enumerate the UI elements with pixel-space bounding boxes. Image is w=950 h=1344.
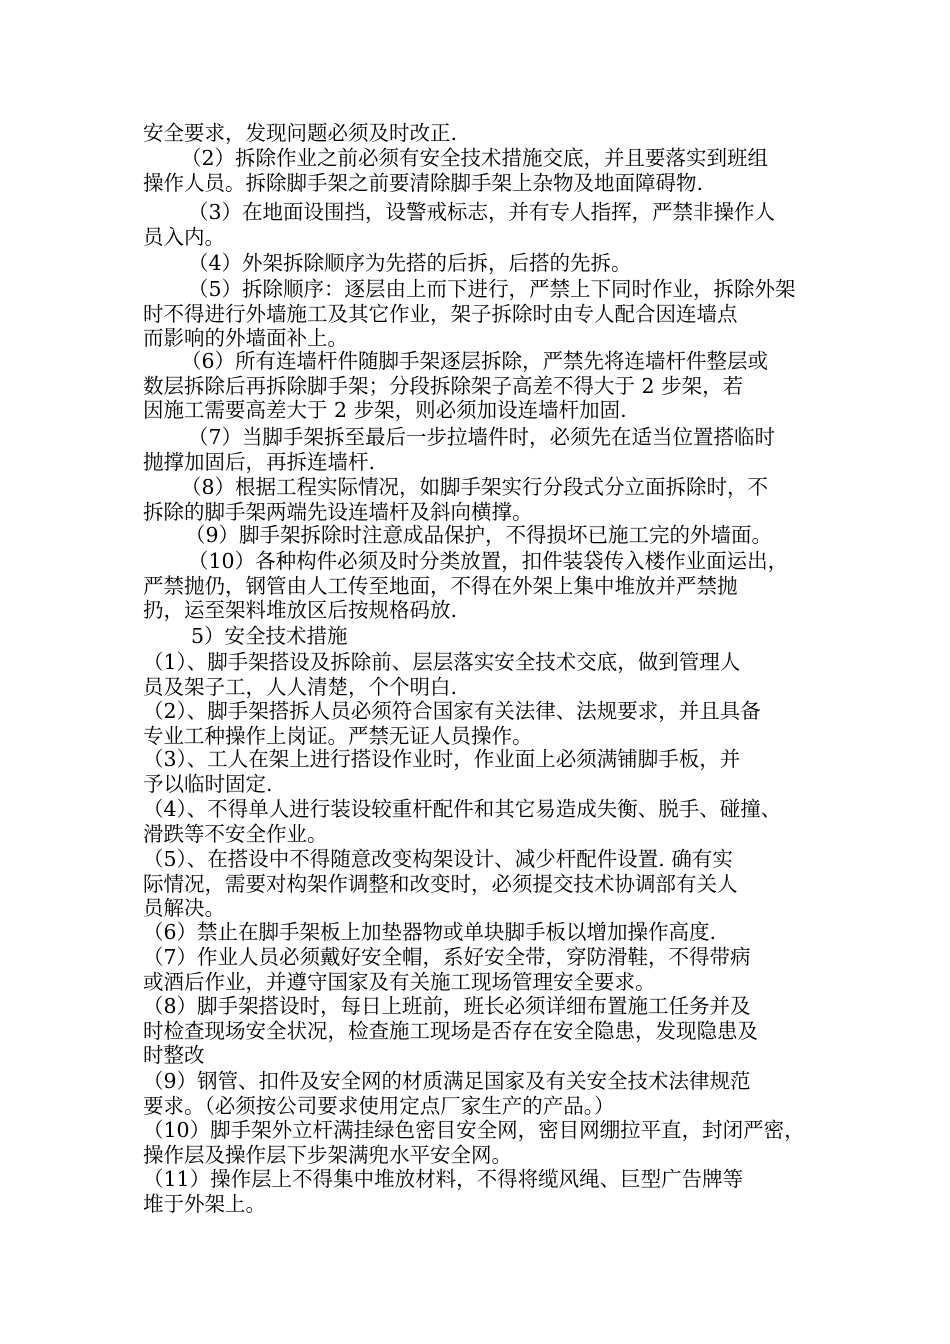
text-line: 要求。（必须按公司要求使用定点厂家生产的产品。） (143, 1093, 615, 1118)
text-line: （2）拆除作业之前必须有安全技术措施交底，并且要落实到班组 (181, 146, 769, 170)
text-line: （6）禁止在脚手架板上加垫器物或单块脚手板以增加操作高度. (143, 920, 717, 944)
text-line: （11）操作层上不得集中堆放材料，不得将缆风绳、巨型广告牌等 (143, 1167, 744, 1191)
text-line: 拆除的脚手架两端先设连墙杆及斜向横撑。 (143, 499, 533, 524)
paragraph-3 (143, 200, 815, 249)
text-line: 扔，运至架料堆放区后按规格码放. (143, 598, 458, 622)
paragraph-13 (143, 699, 815, 748)
text-line: 时检查现场安全状况，检查施工现场是否存在安全隐患，发现隐患及 (143, 1018, 758, 1043)
text-line: （4）外架拆除顺序为先搭的后拆，后搭的先拆。 (188, 251, 632, 275)
paragraph-18 (143, 945, 815, 994)
section-title: 5）安全技术措施 (191, 624, 348, 648)
text-line: 或酒后作业，并遵守国家及有关施工现场管理安全要求。 (143, 969, 656, 994)
text-line: （7）作业人员必须戴好安全帽，系好安全带，穿防滑鞋，不得带病 (143, 945, 751, 969)
text-line: 堆于外架上。 (143, 1191, 266, 1216)
paragraph-9 (143, 523, 815, 548)
text-line: （8）根据工程实际情况，如脚手架实行分段式分立面拆除时，不 (181, 475, 769, 499)
text-line: 数层拆除后再拆除脚手架；分段拆除架子高差不得大于 2 步架，若 (143, 373, 744, 398)
text-line: 员入内。 (143, 224, 225, 249)
text-line: 操作层及操作层下步架满兜水平安全网。 (143, 1142, 512, 1167)
paragraph-12 (143, 650, 815, 699)
paragraph-8 (143, 475, 815, 524)
text-line: （10）各种构件必须及时分类放置，扣件装袋传入楼作业面运出， (188, 549, 789, 573)
text-line: 际情况，需要对构架作调整和改变时，必须提交技术协调部有关人 (143, 871, 738, 896)
paragraph-22 (143, 1167, 815, 1216)
text-line: （5）拆除顺序：逐层由上而下进行，严禁上下同时作业，拆除外架 (188, 277, 796, 301)
text-line: 滑跌等不安全作业。 (143, 821, 328, 846)
text-line: 时整改 (143, 1043, 205, 1067)
text-line: 操作人员。拆除脚手架之前要清除脚手架上杂物及地面障碍物. (143, 170, 704, 195)
text-line: （10）脚手架外立杆满挂绿色密目安全网，密目网绷拉平直，封闭严密， (143, 1118, 805, 1142)
text-line: 员及架子工，人人清楚，个个明白. (143, 674, 458, 699)
text-line: 专业工种操作上岗证。严禁无证人员操作。 (143, 723, 533, 748)
paragraph-2 (143, 146, 815, 195)
paragraph-20 (143, 1069, 815, 1118)
paragraph-14 (143, 747, 815, 796)
paragraph-10 (143, 549, 815, 623)
text-line: （1）、脚手架搭设及拆除前、层层落实安全技术交底，做到管理人 (143, 650, 741, 674)
paragraph-15 (143, 797, 815, 846)
text-line: 员解决。 (143, 896, 225, 920)
text-line: （8）脚手架搭设时，每日上班前，班长必须详细布置施工任务并及 (143, 994, 751, 1018)
text-line: （4）、不得单人进行装设较重杆配件和其它易造成失衡、脱手、碰撞、 (143, 797, 782, 821)
section-heading (143, 624, 815, 649)
text-line: （3）、工人在架上进行搭设作业时，作业面上必须满铺脚手板，并 (143, 747, 741, 771)
text-line: 严禁抛仍，钢管由人工传至地面，不得在外架上集中堆放并严禁抛 (143, 573, 738, 598)
paragraph-6 (143, 349, 815, 423)
text-line: （6）所有连墙杆件随脚手架逐层拆除，严禁先将连墙杆件整层或 (181, 349, 769, 373)
text-line: （9）脚手架拆除时注意成品保护，不得损坏已施工完的外墙面。 (185, 523, 773, 547)
paragraph-17 (143, 920, 815, 945)
text-line: （2）、脚手架搭拆人员必须符合国家有关法律、法规要求，并且具备 (143, 699, 761, 723)
text-line: 予以临时固定. (143, 771, 273, 796)
text-line: 安全要求，发现问题必须及时改正. (143, 121, 458, 145)
text-line: 因施工需要高差大于 2 步架，则必须加设连墙杆加固. (143, 398, 627, 422)
paragraph-7 (143, 425, 815, 474)
paragraph-21 (143, 1118, 815, 1167)
text-line: 时不得进行外墙施工及其它作业，架子拆除时由专人配合因连墙点 (143, 301, 738, 326)
paragraph-16 (143, 847, 815, 921)
text-line: 而影响的外墙面补上。 (143, 326, 348, 350)
text-line: （7）当脚手架拆至最后一步拉墙件时，必须先在适当位置搭临时 (188, 425, 776, 449)
paragraph-4 (143, 251, 815, 276)
text-line: 抛撑加固后，再拆连墙杆. (143, 449, 376, 474)
text-line: （9）钢管、扣件及安全网的材质满足国家及有关安全技术法律规范 (143, 1069, 751, 1093)
paragraph-5 (143, 277, 815, 351)
text-line: （3）在地面设围挡，设警戒标志，并有专人指挥，严禁非操作人 (188, 200, 776, 224)
text-line: （5）、在搭设中不得随意改变构架设计、减少杆配件设置. 确有实 (143, 847, 733, 871)
paragraph-19 (143, 994, 815, 1068)
paragraph-1 (143, 121, 815, 146)
